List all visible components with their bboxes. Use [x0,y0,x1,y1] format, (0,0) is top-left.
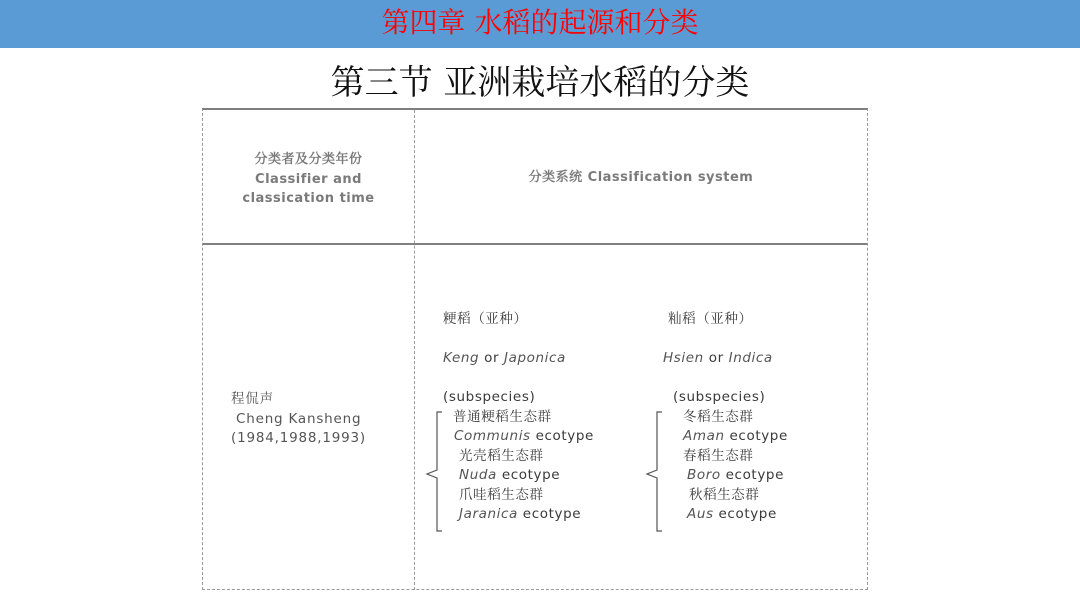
indica-ecotype-2-latin [687,466,784,486]
indica-ecotype-2-cn: 春稻生态群 [683,448,754,464]
classifier-years: (1984,1988,1993) [231,430,366,446]
header-classifier-en1: Classifier and [255,171,362,187]
japonica-ecotype-2-latin [459,466,560,486]
section-title: 第三节 亚洲栽培水稻的分类 [330,63,750,103]
japonica-latin1: Keng [443,350,480,366]
indica-subspecies: (subspecies) [673,389,766,405]
japonica-ecotype-1-suffix: ecotype [535,428,594,444]
header-system-cell: 分类系统 Classification system [528,170,754,185]
indica-latin1: Hsien [663,350,704,366]
indica-ecotype-3-suffix: ecotype [718,506,777,522]
indica-latin2: Indica [728,350,773,366]
indica-ecotype-1-name: Aman [683,428,725,444]
header-classifier-cell [203,150,414,209]
japonica-latin [443,349,566,369]
japonica-latin2: Japonica [504,350,566,366]
header-classifier-cn: 分类者及分类年份 [254,152,363,167]
header-classifier-en2: classication time [242,191,375,206]
chapter-title: 第四章 水稻的起源和分类 [381,6,699,39]
japonica-ecotype-3-cn: 爪哇稻生态群 [459,487,544,503]
classifier-cell [231,390,411,449]
indica-title: 籼稻（亚种） [668,311,753,327]
japonica-title: 粳稻（亚种） [443,311,528,327]
classifier-name-cn: 程侃声 [231,391,274,407]
indica-ecotype-2-suffix: ecotype [725,467,784,483]
header-divider [203,243,867,245]
japonica-ecotype-2-cn: 光壳稻生态群 [459,448,544,464]
indica-or: or [708,350,724,366]
classification-table [202,108,868,590]
japonica-ecotype-2-name: Nuda [459,467,497,483]
indica-brace-icon [643,410,663,534]
japonica-ecotype-3-latin [459,505,581,525]
japonica-ecotype-1-name: Communis [454,428,531,444]
indica-ecotype-3-latin [687,505,777,525]
japonica-ecotype-2-suffix: ecotype [501,467,561,483]
indica-latin [663,349,773,369]
indica-ecotype-3-cn: 秋稻生态群 [689,487,760,503]
indica-ecotype-1-latin [683,427,788,447]
japonica-brace-icon [423,410,443,534]
japonica-or: or [484,350,500,366]
indica-ecotype-3-name: Aus [687,506,714,522]
japonica-ecotype-1-cn: 普通粳稻生态群 [453,409,552,425]
indica-ecotype-1-suffix: ecotype [729,428,788,444]
indica-ecotype-2-name: Boro [687,467,721,483]
japonica-ecotype-1-latin [454,427,594,447]
indica-ecotype-1-cn: 冬稻生态群 [683,409,754,425]
japonica-ecotype-3-suffix: ecotype [522,506,582,522]
classifier-name-en: Cheng Kansheng [236,410,362,427]
japonica-subspecies: (subspecies) [443,389,536,405]
japonica-ecotype-3-name: Jaranica [459,506,518,522]
